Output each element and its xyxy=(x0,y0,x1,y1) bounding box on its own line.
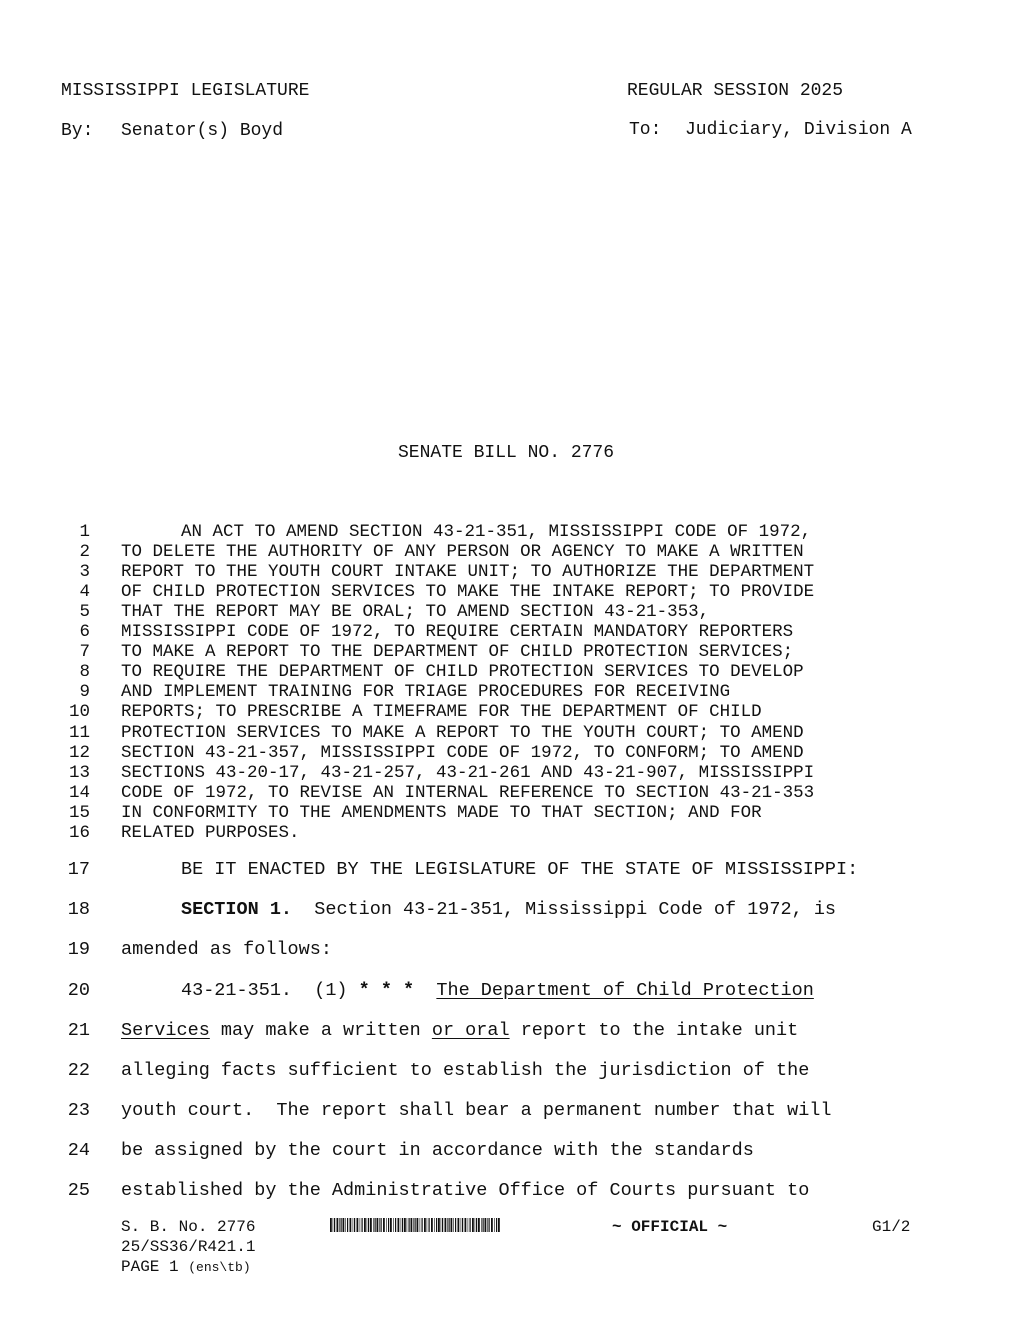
barcode-bar xyxy=(409,1218,410,1232)
line-number: 7 xyxy=(79,642,90,663)
barcode-bar xyxy=(436,1218,437,1232)
barcode-bar xyxy=(353,1218,354,1232)
barcode-bar xyxy=(455,1218,456,1232)
line-number: 22 xyxy=(67,1060,90,1081)
barcode-bar xyxy=(429,1218,430,1232)
line-number: 25 xyxy=(67,1180,90,1201)
barcode-bar xyxy=(494,1218,495,1232)
barcode-bar xyxy=(475,1218,476,1232)
line-text: CODE OF 1972, TO REVISE AN INTERNAL REFERENCE TO SECTION 43-21-353 xyxy=(121,782,815,803)
barcode-bar xyxy=(422,1218,423,1232)
barcode-bar xyxy=(451,1218,453,1232)
line-number: 24 xyxy=(67,1140,90,1161)
line-number: 14 xyxy=(68,782,90,803)
line-number: 10 xyxy=(68,702,90,723)
line-text: amended as follows: xyxy=(121,939,332,960)
barcode-bar xyxy=(434,1218,435,1232)
barcode-bar xyxy=(334,1218,335,1232)
barcode-bar xyxy=(447,1218,448,1232)
barcode-bar xyxy=(415,1218,416,1232)
barcode-bar xyxy=(407,1218,408,1232)
line-text: RELATED PURPOSES. xyxy=(121,822,300,843)
barcode-bar xyxy=(449,1218,450,1232)
drafter-initials: (ens\tb) xyxy=(188,1260,251,1275)
barcode-bar xyxy=(489,1218,490,1232)
footer-bill-number: S. B. No. 2776 xyxy=(121,1218,256,1236)
barcode-bar xyxy=(375,1218,376,1232)
barcode-bar xyxy=(360,1218,361,1232)
barcode-bar xyxy=(341,1218,342,1232)
barcode-bar xyxy=(462,1218,463,1232)
barcode-bar xyxy=(417,1218,419,1232)
line-number: 17 xyxy=(67,859,90,880)
barcode-bar xyxy=(478,1218,480,1232)
barcode-bar xyxy=(337,1218,339,1232)
section-heading xyxy=(181,899,836,921)
barcode-bar xyxy=(461,1218,462,1232)
bill-title: SENATE BILL NO. 2776 xyxy=(398,443,615,463)
line-number: 9 xyxy=(79,682,90,703)
barcode-bar xyxy=(442,1218,443,1232)
line-number: 6 xyxy=(79,622,90,643)
line-text: REPORTS; TO PRESCRIBE A TIMEFRAME FOR THE DEPARTMENT OF CHILD xyxy=(121,702,762,723)
footer-draft-code: 25/SS36/R421.1 xyxy=(121,1238,256,1256)
barcode-image xyxy=(330,1218,500,1232)
sponsor-name: Senator(s) Boyd xyxy=(121,121,284,141)
barcode-bar xyxy=(487,1218,488,1232)
barcode-bar xyxy=(445,1218,447,1232)
barcode-bar xyxy=(373,1218,374,1232)
version-code: G1/2 xyxy=(872,1218,911,1236)
barcode-bar xyxy=(468,1218,469,1232)
barcode-bar xyxy=(472,1218,474,1232)
barcode-bar xyxy=(420,1218,421,1232)
line-text: AND IMPLEMENT TRAINING FOR TRIAGE PROCEDURES FOR RECEIVING xyxy=(121,682,731,703)
barcode-bar xyxy=(354,1218,355,1232)
line-text: TO MAKE A REPORT TO THE DEPARTMENT OF CHILD PROTECTION SERVICES; xyxy=(121,642,794,663)
line-text: SECTION 43-21-357, MISSISSIPPI CODE OF 1972, TO CONFORM; TO AMEND xyxy=(121,742,804,763)
session-label: REGULAR SESSION 2025 xyxy=(627,81,844,101)
barcode-bar xyxy=(368,1218,369,1232)
line-text xyxy=(121,1020,798,1042)
barcode-bar xyxy=(377,1218,379,1232)
line-text: THAT THE REPORT MAY BE ORAL; TO AMEND SECTION 43-21-353, xyxy=(121,602,710,623)
enacting-clause: BE IT ENACTED BY THE LEGISLATURE OF THE STATE OF MISSISSIPPI: xyxy=(181,859,859,880)
line-number: 12 xyxy=(68,742,90,763)
line-number: 23 xyxy=(67,1100,90,1121)
line-number: 15 xyxy=(68,802,90,823)
barcode-bar xyxy=(483,1218,484,1232)
section-label: SECTION 1. xyxy=(181,899,293,920)
barcode-bar xyxy=(388,1218,389,1232)
barcode-bar xyxy=(345,1218,346,1232)
barcode-bar xyxy=(393,1218,394,1232)
committee-name: Judiciary, Division A xyxy=(685,120,912,140)
barcode-bar xyxy=(379,1218,380,1232)
line-text: TO REQUIRE THE DEPARTMENT OF CHILD PROTECTION SERVICES TO DEVELOP xyxy=(121,662,804,683)
barcode-bar xyxy=(386,1218,387,1232)
barcode-bar xyxy=(398,1218,400,1232)
barcode-bar xyxy=(350,1218,352,1232)
line-text xyxy=(181,980,814,1002)
barcode-bar xyxy=(481,1218,482,1232)
barcode-bar xyxy=(438,1218,440,1232)
line-text: TO DELETE THE AUTHORITY OF ANY PERSON OR AGENCY TO MAKE A WRITTEN xyxy=(121,542,804,563)
barcode-bar xyxy=(402,1218,403,1232)
barcode-bar xyxy=(424,1218,426,1232)
barcode-bar xyxy=(339,1218,340,1232)
line-text: IN CONFORMITY TO THE AMENDMENTS MADE TO THAT SECTION; AND FOR xyxy=(121,802,762,823)
line-number: 2 xyxy=(79,542,90,563)
line-text: youth court. The report shall bear a permanent number that will xyxy=(121,1100,832,1121)
barcode-bar xyxy=(458,1218,460,1232)
page-number xyxy=(121,1258,251,1276)
inserted-text: Services xyxy=(121,1020,210,1041)
barcode-bar xyxy=(401,1218,402,1232)
barcode-bar xyxy=(411,1218,413,1232)
barcode-bar xyxy=(381,1218,382,1232)
barcode-bar xyxy=(476,1218,477,1232)
line-number: 20 xyxy=(67,980,90,1001)
barcode-bar xyxy=(441,1218,442,1232)
line-text: OF CHILD PROTECTION SERVICES TO MAKE THE INTAKE REPORT; TO PROVIDE xyxy=(121,582,815,603)
deletion-marker: * * * xyxy=(358,980,415,1001)
line-text: established by the Administrative Office of Courts pursuant to xyxy=(121,1180,810,1201)
barcode-bar xyxy=(498,1218,500,1232)
barcode-bar xyxy=(343,1218,345,1232)
barcode-bar xyxy=(496,1218,497,1232)
line-text: AN ACT TO AMEND SECTION 43-21-351, MISSISSIPPI CODE OF 1972, xyxy=(181,522,812,542)
barcode-bar xyxy=(333,1218,334,1232)
barcode-bar xyxy=(491,1218,493,1232)
line-number: 19 xyxy=(67,939,90,960)
barcode-bar xyxy=(383,1218,385,1232)
barcode-bar xyxy=(390,1218,392,1232)
barcode-bar xyxy=(347,1218,348,1232)
line-text: PROTECTION SERVICES TO MAKE A REPORT TO THE YOUTH COURT; TO AMEND xyxy=(121,722,804,743)
line-text: REPORT TO THE YOUTH COURT INTAKE UNIT; TO AUTHORIZE THE DEPARTMENT xyxy=(121,562,815,583)
barcode-bar xyxy=(364,1218,366,1232)
line-number: 1 xyxy=(79,522,90,542)
official-text: ~ OFFICIAL ~ xyxy=(612,1218,728,1236)
barcode-bar xyxy=(413,1218,414,1232)
to-label: To: xyxy=(629,120,662,140)
page-label: PAGE 1 xyxy=(121,1258,179,1276)
line-number: 4 xyxy=(79,582,90,603)
legislature-name: MISSISSIPPI LEGISLATURE xyxy=(61,81,310,101)
line-number: 16 xyxy=(68,822,90,843)
barcode-bar xyxy=(431,1218,433,1232)
line-text: SECTIONS 43-20-17, 43-21-257, 43-21-261 AND 43-21-907, MISSISSIPPI xyxy=(121,762,815,783)
barcode-bar xyxy=(330,1218,332,1232)
by-label: By: xyxy=(61,121,94,141)
barcode-bar xyxy=(453,1218,454,1232)
barcode-bar xyxy=(357,1218,359,1232)
barcode-bar xyxy=(427,1218,428,1232)
line-text: be assigned by the court in accordance with the standards xyxy=(121,1140,754,1161)
barcode-bar xyxy=(465,1218,467,1232)
subsection-prefix: 43-21-351. (1) xyxy=(181,980,359,1001)
barcode-bar xyxy=(470,1218,471,1232)
barcode-bar xyxy=(395,1218,396,1232)
barcode-bar xyxy=(485,1218,487,1232)
barcode-bar xyxy=(404,1218,406,1232)
line-text: MISSISSIPPI CODE OF 1972, TO REQUIRE CERTAIN MANDATORY REPORTERS xyxy=(121,622,794,643)
inserted-text: or oral xyxy=(431,1020,510,1041)
section-text: Section 43-21-351, Mississippi Code of 1972, is xyxy=(292,899,837,920)
spacer xyxy=(414,980,436,1001)
line-text: alleging facts sufficient to establish the jurisdiction of the xyxy=(121,1060,810,1081)
barcode-bar xyxy=(367,1218,368,1232)
barcode-bar xyxy=(362,1218,363,1232)
line-number: 8 xyxy=(79,662,90,683)
plain-text: may make a written xyxy=(209,1020,432,1041)
plain-text: report to the intake unit xyxy=(509,1020,799,1041)
line-number: 5 xyxy=(79,602,90,623)
official-label xyxy=(612,1218,727,1236)
inserted-text: The Department of Child Protection xyxy=(436,980,814,1001)
line-number: 21 xyxy=(67,1020,90,1041)
line-number: 18 xyxy=(67,899,90,920)
line-number: 13 xyxy=(68,762,90,783)
line-number: 11 xyxy=(68,722,90,743)
line-number: 3 xyxy=(79,562,90,583)
barcode-bar xyxy=(370,1218,372,1232)
